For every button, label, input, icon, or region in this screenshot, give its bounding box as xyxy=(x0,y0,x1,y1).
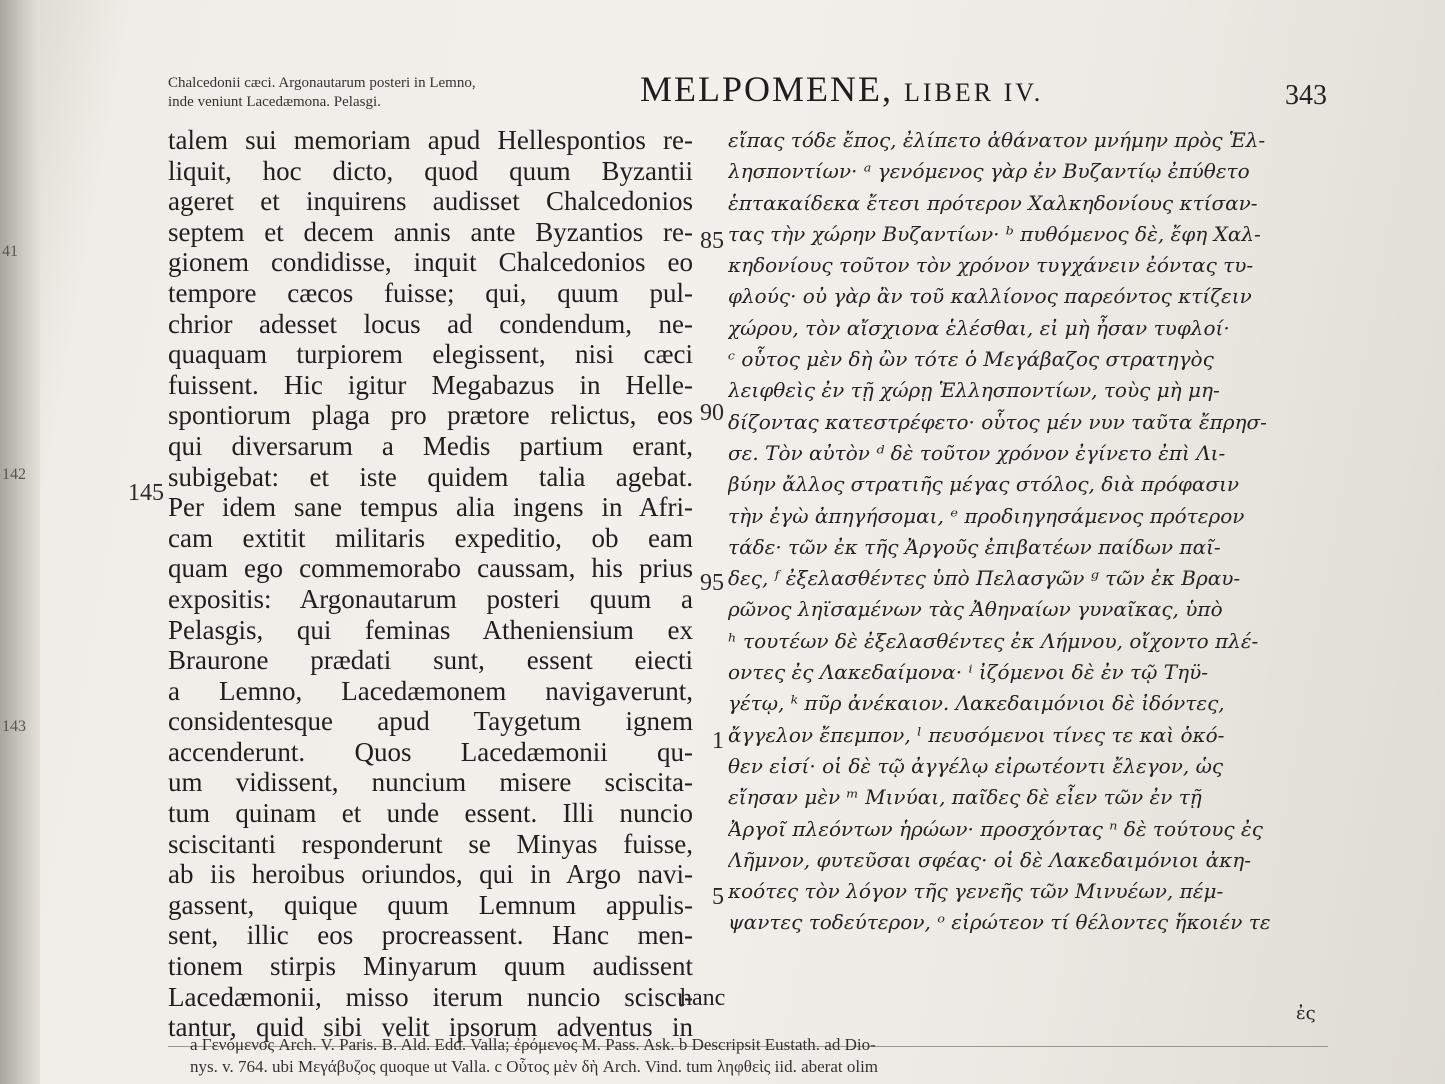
latin-text-line: sent, illic eos procreassent. Hanc men- xyxy=(168,920,693,951)
greek-text-line: δες, ᶠ ἐξελασθέντες ὑπὸ Πελασγῶν ᵍ τῶν ἐκ Βραυ- xyxy=(728,566,1241,591)
latin-text-line: chrior adesset locus ad condendum, ne- xyxy=(168,308,693,339)
latin-text-line: Braurone prædati sunt, essent eiecti xyxy=(168,645,693,676)
footnotes xyxy=(190,1034,1340,1078)
previous-page-edge xyxy=(0,0,40,1084)
latin-text-line: Lacedæmonii, misso iterum nuncio sciscι- xyxy=(168,981,693,1012)
latin-text-line: accenderunt. Quos Lacedæmonii qu- xyxy=(168,736,693,767)
footnote-line: a Γενόμενος Arch. V. Paris. B. Ald. Edd. Valla; ἐρόμενος M. Pass. Ask. b Descripsit Eustath. ad Dio- xyxy=(190,1035,876,1054)
greek-text-line: θεν εἰσί· οἱ δὲ τῷ ἀγγέλῳ εἰρωτέοντι ἔλεγον, ὡς xyxy=(728,753,1224,778)
latin-column xyxy=(168,125,693,1043)
running-summary xyxy=(168,74,608,112)
previous-margin-number: 143 xyxy=(2,718,26,735)
greek-text-line: φλούς· οὐ γὰρ ἂν τοῦ καλλίονος παρεόντος κτίζειν xyxy=(728,284,1252,309)
latin-text-line: tantur, quid sibi velit ipsorum adventus in xyxy=(168,1012,693,1043)
latin-text-line: sciscitanti responderunt se Minyas fuisse, xyxy=(168,828,693,859)
latin-text-line: ageret et inquirens audisset Chalcedonios xyxy=(168,186,693,217)
greek-text-line: Λῆμνον, φυτεῦσαι σφέας· οἱ δὲ Λακεδαιμόνιοι ἀκη- xyxy=(728,847,1251,872)
greek-text-line: τάδε· τῶν ἐκ τῆς Ἀργοῦς ἐπιβατέων παίδων παῖ- xyxy=(728,534,1221,559)
greek-margin-number: 1 xyxy=(712,728,724,754)
latin-text-line: ab iis heroibus oriundos, qui in Argo navi- xyxy=(168,859,693,890)
latin-text-line: quaquam turpiorem elegissent, nisi cæci xyxy=(168,339,693,370)
latin-text-line: gionem condidisse, inquit Chalcedonios eo xyxy=(168,247,693,278)
greek-text-line: εἴησαν μὲν ᵐ Μινύαι, παῖδες δὲ εἶεν τῶν ἐν τῇ xyxy=(728,785,1202,810)
latin-text-line: expositis: Argonautarum posteri quum a xyxy=(168,583,693,614)
latin-text-line: considentesque apud Taygetum ignem xyxy=(168,706,693,737)
latin-text-line: tum quinam et unde essent. Illi nuncio xyxy=(168,798,693,829)
greek-text-line: τὴν ἐγὼ ἀπηγήσομαι, ᵉ προδιηγησάμενος πρότερον xyxy=(728,503,1245,528)
latin-margin-number: 145 xyxy=(128,480,164,506)
greek-text-line: ᶜ οὗτος μὲν δὴ ὢν τότε ὁ Μεγάβαζος στρατηγὸς xyxy=(728,347,1214,372)
greek-margin-number: 5 xyxy=(712,884,724,910)
greek-text-line: βύην ἄλλος στρατιῆς μέγας στόλος, διὰ πρόφασιν xyxy=(728,472,1240,497)
greek-text-line: εἴπας τόδε ἔπος, ἐλίπετο ἀθάνατον μνήμην πρὸς Ἑλ- xyxy=(728,128,1266,152)
latin-text-line: tempore cæcos fuisse; qui, quum pul- xyxy=(168,277,693,308)
greek-text-line: λειφθεὶς ἐν τῇ χώρῃ Ἑλλησποντίων, τοὺς μὴ μη- xyxy=(728,378,1220,403)
latin-text-line: qui diversarum a Medis partium erant, xyxy=(168,430,693,461)
greek-text-line: Ἀργοῖ πλεόντων ἡρώων· προσχόντας ⁿ δὲ τούτους ἐς xyxy=(728,816,1263,841)
greek-text-line: κοότες τὸν λόγον τῆς γενεῆς τῶν Μινυέων, πέμ- xyxy=(728,879,1224,904)
greek-text-line: λησποντίων· ᵃ γενόμενος γὰρ ἐν Βυζαντίῳ ἐπύθετο xyxy=(728,159,1250,184)
running-title xyxy=(640,68,1043,110)
latin-text-line: liquit, hoc dicto, quod quum Byzantii xyxy=(168,155,693,186)
latin-text-line: gassent, quique quum Lemnum appulis- xyxy=(168,889,693,920)
greek-margin-number: 85 xyxy=(700,228,724,254)
latin-text-line: subigebat: et iste quidem talia agebat. xyxy=(168,461,693,492)
greek-text-line: γέτῳ, ᵏ πῦρ ἀνέκαιον. Λακεδαιμόνιοι δὲ ἰδόντες, xyxy=(728,691,1225,716)
greek-text-line: τας τὴν χώρην Βυζαντίων· ᵇ πυθόμενος δὲ, ἔφη Χαλ- xyxy=(728,221,1261,246)
latin-text-line: spontiorum plaga pro prætore relictus, eos xyxy=(168,400,693,431)
latin-catchword: hanc xyxy=(680,985,726,1011)
latin-text-line: Pelasgis, qui feminas Atheniensium ex xyxy=(168,614,693,645)
latin-text-line: talem sui memoriam apud Hellespontios re- xyxy=(168,125,693,155)
latin-text-line: septem et decem annis ante Byzantios re- xyxy=(168,216,693,247)
greek-text-line: οντες ἐς Λακεδαίμονα· ⁱ ἰζόμενοι δὲ ἐν τῷ Τηϋ- xyxy=(728,660,1209,685)
greek-margin-number: 95 xyxy=(700,570,724,596)
title-liber: LIBER IV. xyxy=(904,78,1044,107)
greek-text-line: σε. Τὸν αὐτὸν ᵈ δὲ τοῦτον χρόνον ἐγίνετο ἐπὶ Λι- xyxy=(728,440,1226,465)
greek-text-line: ἑπτακαίδεκα ἔτεσι πρότερον Χαλκηδονίους κτίσαν- xyxy=(728,190,1258,215)
greek-margin-number: 90 xyxy=(700,400,724,426)
latin-text-line: a Lemno, Lacedæmonem navigaverunt, xyxy=(168,675,693,706)
greek-text-line: ʰ τουτέων δὲ ἐξελασθέντες ἐκ Λήμνου, οἴχοντο πλέ- xyxy=(728,628,1259,653)
greek-text-line: ψαντες τοδεύτερον, ᵒ εἰρώτεον τί θέλοντες ἥκοιέν τε xyxy=(728,910,1271,935)
summary-line: Chalcedonii cæci. Argonautarum posteri in Lemno, xyxy=(168,75,476,91)
greek-text-line: ρῶνος ληϊσαμένων τὰς Ἀθηναίων γυναῖκας, ὑπὸ xyxy=(728,597,1223,622)
summary-line: inde veniunt Lacedæmona. Pelasgi. xyxy=(168,94,381,110)
page-number: 343 xyxy=(1285,80,1327,111)
greek-text-line: χώρου, τὸν αἴσχιονα ἑλέσθαι, εἰ μὴ ἦσαν τυφλοί· xyxy=(728,315,1230,340)
latin-text-line: quam ego commemorabo caussam, his prius xyxy=(168,553,693,584)
greek-text-line: κηδονίους τοῦτον τὸν χρόνον τυγχάνειν ἐόντας τυ- xyxy=(728,253,1254,278)
previous-margin-number: 142 xyxy=(2,466,26,483)
latin-text-line: tionem stirpis Minyarum quum audissent xyxy=(168,951,693,982)
previous-margin-number: 41 xyxy=(2,243,18,260)
latin-text-line: um vidissent, nuncium misere sciscita- xyxy=(168,767,693,798)
latin-text-line: fuissent. Hic igitur Megabazus in Helle- xyxy=(168,369,693,400)
latin-text-line: cam extitit militaris expeditio, ob eam xyxy=(168,522,693,553)
title-main: MELPOMENE, xyxy=(640,69,893,109)
greek-column xyxy=(728,125,1328,939)
latin-text-line: Per idem sane tempus alia ingens in Afri- xyxy=(168,492,693,523)
greek-text-line: δίζοντας κατεστρέφετο· οὗτος μέν νυν ταῦτα ἔπρησ- xyxy=(728,409,1267,434)
greek-catchword: ἐς xyxy=(1296,1003,1316,1024)
greek-text-line: ἄγγελον ἔπεμπον, ˡ πευσόμενοι τίνες τε καὶ ὁκό- xyxy=(728,722,1225,747)
footnote-line: nys. v. 764. ubi Μεγάβυζος quoque ut Valla. c Οὗτος μὲν δὴ Arch. Vind. tum ληφθεὶς iid. aberat olim xyxy=(190,1057,879,1076)
